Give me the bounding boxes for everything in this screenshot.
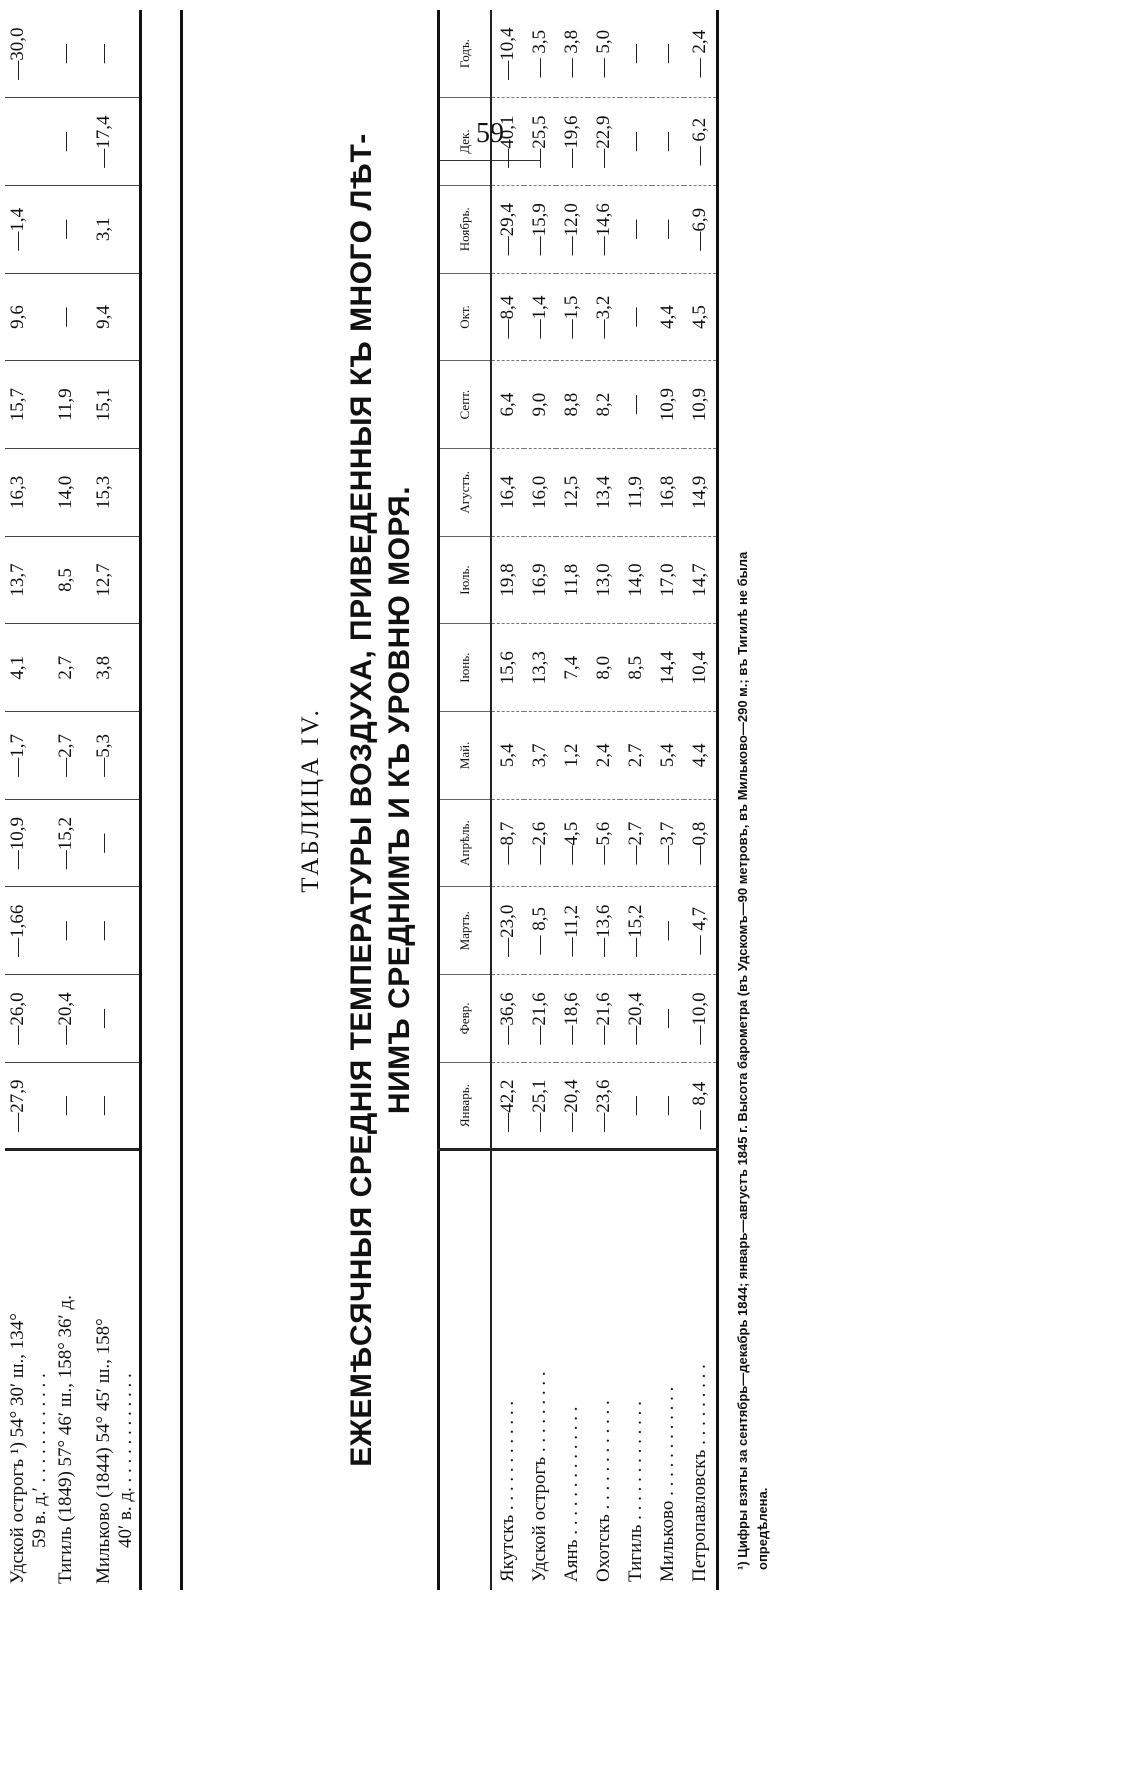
- temperature-cell: 4,4: [652, 273, 684, 361]
- continuation-cell: 9,6: [5, 273, 53, 361]
- table-row: [524, 10, 556, 1590]
- temperature-cell: —20,4: [556, 1062, 588, 1150]
- temperature-cell: —4,5: [556, 799, 588, 887]
- continuation-cell: —27,9: [5, 1062, 53, 1150]
- continuation-cell: 2,7: [53, 624, 91, 712]
- temperature-cell: 10,9: [652, 361, 684, 449]
- temperature-cell: —25,1: [524, 1062, 556, 1150]
- temperature-cell: —13,6: [588, 887, 620, 975]
- continuation-bottom-rule: [180, 10, 183, 1590]
- continuation-cell: 3,8: [91, 624, 141, 712]
- temperature-cell: —15,9: [524, 185, 556, 273]
- continuation-cell: 12,7: [91, 536, 141, 624]
- continuation-cell: 11,9: [53, 361, 91, 449]
- temperature-cell: —21,6: [524, 975, 556, 1063]
- temperature-cell: 1,2: [556, 712, 588, 800]
- continuation-cell: 15,1: [91, 361, 141, 449]
- continuation-cell: —: [53, 887, 91, 975]
- temperature-cell: —3,7: [652, 799, 684, 887]
- temperature-cell: 16,9: [524, 536, 556, 624]
- continuation-cell: —: [91, 887, 141, 975]
- temperature-cell: —2,7: [620, 799, 652, 887]
- continuation-cell: —17,4: [91, 98, 141, 186]
- continuation-cell: —30,0: [5, 10, 53, 98]
- temperature-cell: —: [652, 98, 684, 186]
- temperature-cell: —8,7: [491, 799, 524, 887]
- temperature-cell: 5,4: [652, 712, 684, 800]
- temperature-cell: —10,0: [684, 975, 718, 1063]
- continuation-cell: —: [53, 273, 91, 361]
- table-row: [652, 10, 684, 1590]
- temperature-cell: —: [620, 185, 652, 273]
- temperature-cell: 16,4: [491, 448, 524, 536]
- temperature-cell: 11,9: [620, 448, 652, 536]
- temperature-cell: —: [620, 273, 652, 361]
- temperature-cell: —40,1: [491, 98, 524, 186]
- continuation-cell: —26,0: [5, 975, 53, 1063]
- continuation-row: [5, 10, 53, 1590]
- temperature-cell: —: [652, 975, 684, 1063]
- temperature-cell: 13,4: [588, 448, 620, 536]
- continuation-cell: 8,5: [53, 536, 91, 624]
- continuation-cell: 14,0: [53, 448, 91, 536]
- temperature-cell: —1,5: [556, 273, 588, 361]
- temperature-cell: 9,0: [524, 361, 556, 449]
- temperature-cell: 8,2: [588, 361, 620, 449]
- temperature-cell: —: [620, 1062, 652, 1150]
- temperature-cell: —3,2: [588, 273, 620, 361]
- temperature-cell: 13,0: [588, 536, 620, 624]
- title-line-2: НИМЪ СРЕДНИМЪ И КЪ УРОВНЮ МОРЯ.: [383, 485, 416, 1115]
- continuation-cell: —5,3: [91, 712, 141, 800]
- column-header: Дек.: [439, 98, 492, 186]
- continuation-cell: 3,1: [91, 185, 141, 273]
- temperature-cell: —: [620, 361, 652, 449]
- continuation-row-name: [91, 1150, 141, 1590]
- temperature-cell: 10,9: [684, 361, 718, 449]
- temperature-cell: —42,2: [491, 1062, 524, 1150]
- table-row: [684, 10, 718, 1590]
- continuation-row-name-line-1: Тигиль (1849) 57° 46′ ш., 158° 36′ д.: [55, 1295, 76, 1584]
- station-name: Мильково . . . . . . . . . . . .: [652, 1150, 684, 1590]
- rotated-page-content: [5, 10, 915, 1590]
- temperature-cell: 13,3: [524, 624, 556, 712]
- temperature-cell: — 3,5: [524, 10, 556, 98]
- temperature-cell: 8,0: [588, 624, 620, 712]
- temperature-cell: — 8,4: [684, 1062, 718, 1150]
- temperature-cell: —1,4: [524, 273, 556, 361]
- temperature-cell: 16,0: [524, 448, 556, 536]
- station-name: Петропавловскъ . . . . . . . . .: [684, 1150, 718, 1590]
- station-name: Якутскъ . . . . . . . . . . . .: [491, 1150, 524, 1590]
- temperature-cell: —10,4: [491, 10, 524, 98]
- temperature-cell: —29,4: [491, 185, 524, 273]
- continuation-cell: —: [91, 799, 141, 887]
- table-row: [556, 10, 588, 1590]
- table-label: ТАБЛИЦА IV.: [297, 707, 324, 893]
- temperature-cell: —11,2: [556, 887, 588, 975]
- column-header: Май.: [439, 712, 492, 800]
- continuation-row-name-line-1: Мильково (1844) 54° 45′ ш., 158°: [93, 1318, 114, 1584]
- temperature-cell: —23,6: [588, 1062, 620, 1150]
- temperature-cell: 7,4: [556, 624, 588, 712]
- continuation-cell: —2,7: [53, 712, 91, 800]
- column-header: Годъ.: [439, 10, 492, 98]
- station-name: Охотскъ . . . . . . . . . . . .: [588, 1150, 620, 1590]
- temperature-cell: —19,6: [556, 98, 588, 186]
- temperature-cell: —23,0: [491, 887, 524, 975]
- continuation-cell: 13,7: [5, 536, 53, 624]
- temperature-cell: —: [620, 98, 652, 186]
- continuation-cell: —: [91, 10, 141, 98]
- continuation-cell: —1,66: [5, 887, 53, 975]
- continuation-row-name-line-1: Удской острогъ ¹) 54° 30′ ш., 134°: [7, 1313, 28, 1584]
- temperature-cell: —21,6: [588, 975, 620, 1063]
- column-header: Окт.: [439, 273, 492, 361]
- continuation-cell: —10,9: [5, 799, 53, 887]
- table-row: [491, 10, 524, 1590]
- column-header: Агустъ.: [439, 448, 492, 536]
- continuation-cell: —: [53, 98, 91, 186]
- temperature-cell: —0,8: [684, 799, 718, 887]
- temperature-cell: 14,7: [684, 536, 718, 624]
- continuation-cell: 15,3: [91, 448, 141, 536]
- temperature-cell: 14,0: [620, 536, 652, 624]
- temperature-cell: 2,4: [588, 712, 620, 800]
- continuation-row-name: [5, 1150, 53, 1590]
- temperature-cell: —: [652, 1062, 684, 1150]
- temperature-cell: — 2,4: [684, 10, 718, 98]
- temperature-table: [437, 10, 719, 1590]
- temperature-cell: 17,0: [652, 536, 684, 624]
- temperature-cell: —: [652, 887, 684, 975]
- temperature-cell: —22,9: [588, 98, 620, 186]
- temperature-cell: 4,4: [684, 712, 718, 800]
- column-header: Ноябрь.: [439, 185, 492, 273]
- temperature-cell: —20,4: [620, 975, 652, 1063]
- temperature-cell: —2,6: [524, 799, 556, 887]
- column-header: Январь.: [439, 1062, 492, 1150]
- temperature-cell: 4,5: [684, 273, 718, 361]
- temperature-cell: — 3,8: [556, 10, 588, 98]
- table-title: [343, 10, 419, 1590]
- temperature-cell: —5,6: [588, 799, 620, 887]
- temperature-cell: 2,7: [620, 712, 652, 800]
- continuation-cell: 15,7: [5, 361, 53, 449]
- continuation-cell: —15,2: [53, 799, 91, 887]
- station-name: Аянъ . . . . . . . . . . . . . .: [556, 1150, 588, 1590]
- header-stub: [439, 1150, 492, 1590]
- temperature-cell: 5,4: [491, 712, 524, 800]
- station-name: Тигиль . . . . . . . . . . . . .: [620, 1150, 652, 1590]
- continuation-cell: —: [53, 185, 91, 273]
- continuation-cell: —1,4: [5, 185, 53, 273]
- temperature-cell: —6,9: [684, 185, 718, 273]
- title-line-1: ЕЖЕМѢСЯЧНЫЯ СРЕДНІЯ ТЕМПЕРАТУРЫ ВОЗДУХА, ПРИВЕДЕННЫЯ КЪ МНОГО ЛѢТ-: [345, 133, 378, 1467]
- table-row: [620, 10, 652, 1590]
- temperature-cell: 3,7: [524, 712, 556, 800]
- continuation-cell: [5, 98, 53, 186]
- temperature-cell: —8,4: [491, 273, 524, 361]
- continuation-cell: —: [91, 1062, 141, 1150]
- continuation-cell: 9,4: [91, 273, 141, 361]
- temperature-cell: —15,2: [620, 887, 652, 975]
- continuation-cell: —: [53, 10, 91, 98]
- temperature-cell: 8,5: [620, 624, 652, 712]
- temperature-cell: —14,6: [588, 185, 620, 273]
- table-row: [588, 10, 620, 1590]
- column-header: Іюль.: [439, 536, 492, 624]
- temperature-cell: — 5,0: [588, 10, 620, 98]
- temperature-cell: 14,9: [684, 448, 718, 536]
- temperature-cell: —: [652, 185, 684, 273]
- temperature-cell: 12,5: [556, 448, 588, 536]
- continuation-cell: —1,7: [5, 712, 53, 800]
- temperature-cell: —: [652, 10, 684, 98]
- footnote-line-2: опредѣлена.: [755, 1487, 770, 1570]
- column-header: Апрѣль.: [439, 799, 492, 887]
- continuation-cell: 4,1: [5, 624, 53, 712]
- page-number: 59: [476, 118, 504, 149]
- temperature-cell: 16,8: [652, 448, 684, 536]
- continuation-cell: 16,3: [5, 448, 53, 536]
- temperature-cell: 11,8: [556, 536, 588, 624]
- footnote-line-1: ¹) Цифры взяты за сентябрь—декабрь 1844; январь—августъ 1845 г. Высота барометра (въ Удскомъ—90 метровъ, въ Мильково—290 м.; въ Тигилѣ не была: [735, 551, 750, 1570]
- column-header: Мартъ.: [439, 887, 492, 975]
- continuation-cell: —: [91, 975, 141, 1063]
- continuation-cell: —: [53, 1062, 91, 1150]
- continuation-row: [53, 10, 91, 1590]
- column-header: Септ.: [439, 361, 492, 449]
- continuation-row-name: [53, 1150, 91, 1590]
- temperature-cell: —: [620, 10, 652, 98]
- temperature-cell: —12,0: [556, 185, 588, 273]
- temperature-cell: —36,6: [491, 975, 524, 1063]
- temperature-cell: 15,6: [491, 624, 524, 712]
- continuation-row-name-line-2: 40′ в. д. . . . . . . . . . . . .: [115, 1373, 136, 1548]
- temperature-cell: — 8,5: [524, 887, 556, 975]
- temperature-cell: 8,8: [556, 361, 588, 449]
- column-header: Февр.: [439, 975, 492, 1063]
- temperature-cell: — 4,7: [684, 887, 718, 975]
- temperature-cell: 10,4: [684, 624, 718, 712]
- continuation-row: [91, 10, 141, 1590]
- temperature-cell: 14,4: [652, 624, 684, 712]
- station-name: Удской острогъ . . . . . . . . .: [524, 1150, 556, 1590]
- continuation-table: [5, 10, 142, 1590]
- temperature-cell: —18,6: [556, 975, 588, 1063]
- column-header: Іюнь.: [439, 624, 492, 712]
- temperature-cell: — 6,2: [684, 98, 718, 186]
- footnote: [733, 10, 773, 1590]
- temperature-cell: 19,8: [491, 536, 524, 624]
- continuation-cell: —20,4: [53, 975, 91, 1063]
- continuation-row-name-line-2: 59 в. д.′ . . . . . . . . . . . .: [29, 1373, 50, 1548]
- temperature-cell: —25,5: [524, 98, 556, 186]
- temperature-cell: 6,4: [491, 361, 524, 449]
